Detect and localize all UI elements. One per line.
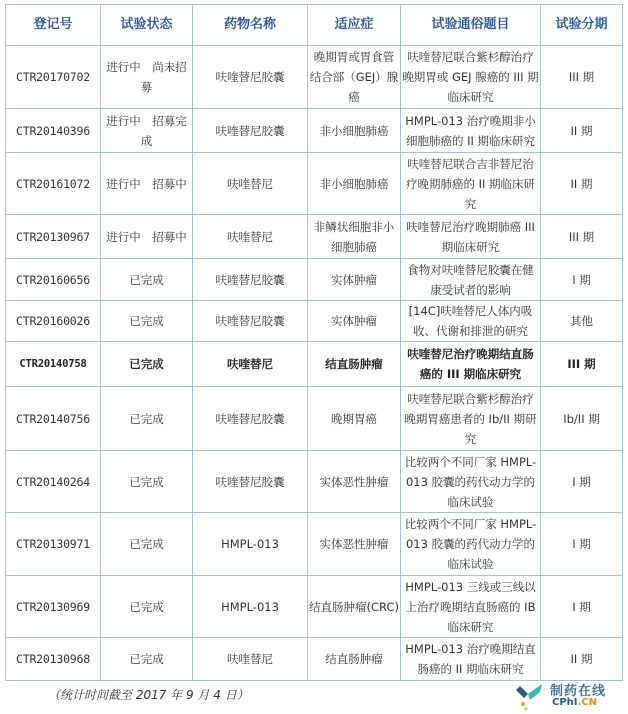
cell-indication: 晚期胃或胃食管结合部（GEJ）腺癌 (308, 46, 401, 109)
cell-registration-no: CTR20130967 (6, 215, 101, 259)
table-row (6, 259, 623, 301)
header-trial-phase: 试验分期 (541, 5, 623, 46)
cell-trial-phase: III 期 (541, 215, 623, 259)
cell-trial-title: [14C]呋喹替尼人体内吸收、代谢和排泄的研究 (401, 301, 541, 342)
cell-trial-status: 进行中 招募中 (101, 215, 193, 259)
table-row (6, 153, 623, 215)
cell-trial-phase: II 期 (541, 638, 623, 681)
cell-trial-phase: 其他 (541, 301, 623, 342)
table-row (6, 513, 623, 576)
cell-drug-name: 呋喹替尼 (193, 342, 308, 387)
cell-trial-title: 食物对呋喹替尼胶囊在健康受试者的影响 (401, 259, 541, 301)
cell-trial-phase: I 期 (541, 576, 623, 638)
cell-drug-name: HMPL-013 (193, 576, 308, 638)
cell-drug-name: 呋喹替尼 (193, 638, 308, 681)
cell-drug-name: 呋喹替尼胶囊 (193, 46, 308, 109)
cell-indication: 非小细胞肺癌 (308, 109, 401, 153)
cell-trial-phase: III 期 (541, 342, 623, 387)
cell-trial-title: HMPL-013 治疗晚期非小细胞肺癌的 II 期临床研究 (401, 109, 541, 153)
table-row (6, 46, 623, 109)
cell-trial-status: 已完成 (101, 387, 193, 451)
cell-drug-name: 呋喹替尼胶囊 (193, 451, 308, 513)
cell-trial-phase: I 期 (541, 451, 623, 513)
cell-trial-phase: I 期 (541, 513, 623, 576)
table-row (6, 576, 623, 638)
table-header-row (6, 5, 623, 46)
cell-drug-name: 呋喹替尼胶囊 (193, 301, 308, 342)
cell-drug-name: HMPL-013 (193, 513, 308, 576)
cell-registration-no: CTR20140396 (6, 109, 101, 153)
cell-trial-status: 进行中 招募完成 (101, 109, 193, 153)
cell-drug-name: 呋喹替尼 (193, 215, 308, 259)
cell-indication: 结直肠肿瘤 (308, 342, 401, 387)
logo-en-text: CPhI.CN (552, 697, 598, 708)
cell-indication: 结直肠肿瘤(CRC) (308, 576, 401, 638)
cell-trial-title: 呋喹替尼联合吉非替尼治疗晚期肺癌的 II 期临床研究 (401, 153, 541, 215)
cell-trial-title: HMPL-013 治疗晚期结直肠癌的 II 期临床研究 (401, 638, 541, 681)
cell-trial-status: 进行中 招募中 (101, 153, 193, 215)
cell-trial-phase: III 期 (541, 46, 623, 109)
cell-indication: 非鳞状细胞非小细胞肺癌 (308, 215, 401, 259)
cell-trial-phase: I 期 (541, 259, 623, 301)
cell-trial-status: 已完成 (101, 638, 193, 681)
header-trial-title: 试验通俗题目 (401, 5, 541, 46)
cell-drug-name: 呋喹替尼 (193, 153, 308, 215)
cell-indication: 非小细胞肺癌 (308, 153, 401, 215)
cphi-logo-icon (514, 682, 544, 712)
cell-indication: 实体恶性肿瘤 (308, 451, 401, 513)
cell-trial-status: 进行中 尚未招募 (101, 46, 193, 109)
cell-trial-status: 已完成 (101, 451, 193, 513)
cell-registration-no: CTR20130969 (6, 576, 101, 638)
cell-trial-status: 已完成 (101, 259, 193, 301)
cell-trial-title: 呋喹替尼联合紫杉醇治疗晚期胃癌患者的 Ib/II 期研究 (401, 387, 541, 451)
cell-trial-title: 比较两个不同厂家 HMPL-013 胶囊的药代动力学的临床试验 (401, 451, 541, 513)
cell-registration-no: CTR20160026 (6, 301, 101, 342)
table-row (6, 387, 623, 451)
table-row (6, 451, 623, 513)
header-indication: 适应症 (308, 5, 401, 46)
cell-trial-phase: Ib/II 期 (541, 387, 623, 451)
cell-trial-title: HMPL-013 三线或三线以上治疗晚期结直肠癌的 IB 临床研究 (401, 576, 541, 638)
cell-trial-status: 已完成 (101, 342, 193, 387)
cell-trial-phase: II 期 (541, 153, 623, 215)
cell-trial-status: 已完成 (101, 513, 193, 576)
cell-drug-name: 呋喹替尼胶囊 (193, 387, 308, 451)
cell-indication: 实体恶性肿瘤 (308, 513, 401, 576)
header-drug-name: 药物名称 (193, 5, 308, 46)
table-row (6, 638, 623, 681)
cell-indication: 结直肠肿瘤 (308, 638, 401, 681)
cell-registration-no: CTR20140264 (6, 451, 101, 513)
cell-registration-no: CTR20160656 (6, 259, 101, 301)
table-row (6, 109, 623, 153)
table-row (6, 215, 623, 259)
cell-trial-status: 已完成 (101, 576, 193, 638)
table-row (6, 342, 623, 387)
cell-registration-no: CTR20140758 (6, 342, 101, 387)
cell-trial-status: 已完成 (101, 301, 193, 342)
logo-cn-text: 制药在线 (550, 684, 607, 699)
cell-indication: 实体肿瘤 (308, 301, 401, 342)
cell-indication: 晚期胃癌 (308, 387, 401, 451)
cell-registration-no: CTR20140756 (6, 387, 101, 451)
cell-registration-no: CTR20130971 (6, 513, 101, 576)
footnote-stat-date: （统计时间截至 2017 年 9 月 4 日） (48, 688, 249, 702)
cell-registration-no: CTR20130968 (6, 638, 101, 681)
cphi-watermark-logo (512, 680, 624, 714)
clinical-trials-table (5, 4, 623, 681)
cell-trial-title: 呋喹替尼联合紫杉醇治疗晚期胃或 GEJ 腺癌的 III 期临床研究 (401, 46, 541, 109)
cell-trial-title: 呋喹替尼治疗晚期肺癌 III 期临床研究 (401, 215, 541, 259)
cell-indication: 实体肿瘤 (308, 259, 401, 301)
cell-registration-no: CTR20161072 (6, 153, 101, 215)
table-row (6, 301, 623, 342)
cell-drug-name: 呋喹替尼胶囊 (193, 259, 308, 301)
cell-drug-name: 呋喹替尼胶囊 (193, 109, 308, 153)
header-trial-status: 试验状态 (101, 5, 193, 46)
cell-trial-phase: II 期 (541, 109, 623, 153)
cell-trial-title: 呋喹替尼治疗晚期结直肠癌的 III 期临床研究 (401, 342, 541, 387)
header-registration-no: 登记号 (6, 5, 101, 46)
cell-trial-title: 比较两个不同厂家 HMPL-013 胶囊的药代动力学的临床试验 (401, 513, 541, 576)
cell-registration-no: CTR20170702 (6, 46, 101, 109)
